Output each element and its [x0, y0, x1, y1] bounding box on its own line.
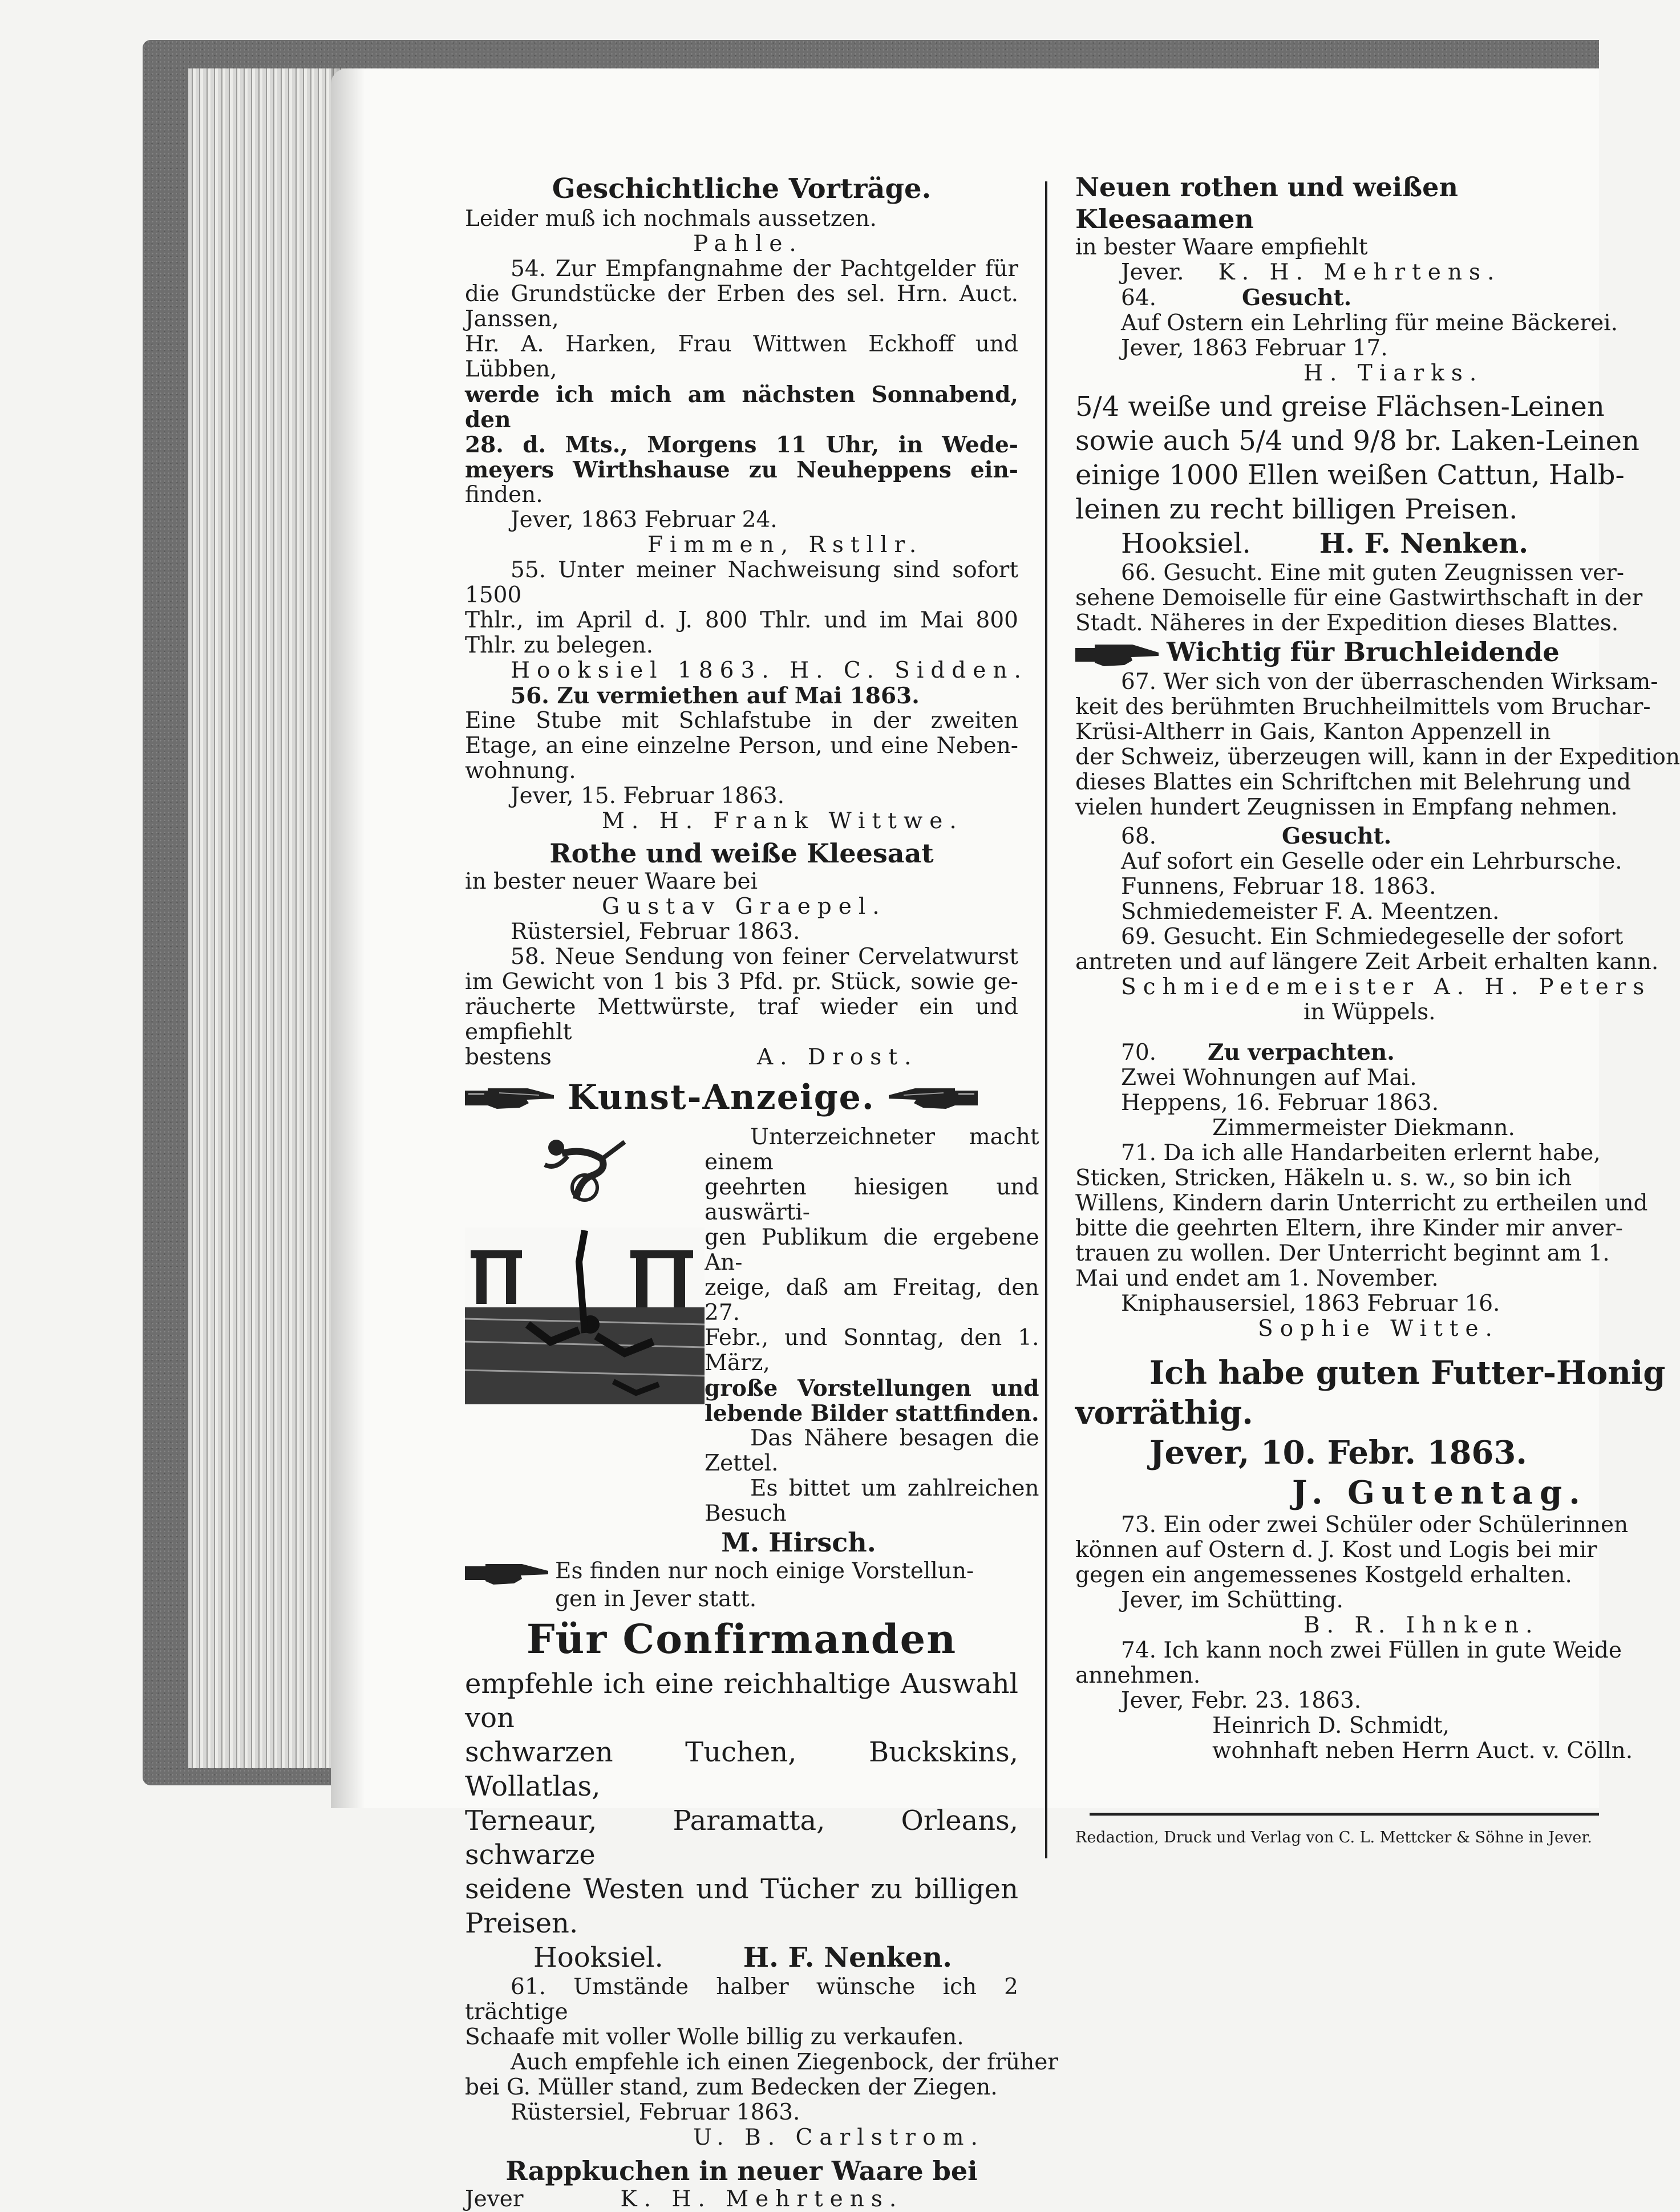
- kunst-anzeige: [465, 1070, 1039, 1612]
- confirmanden-title: Für Confirmanden: [526, 1615, 957, 1663]
- kunst-line: Das Nähere besagen die: [750, 1425, 1039, 1451]
- ad54-line: die Grundstücke der Erben des sel. Hrn. Auct. Janssen,: [465, 281, 1018, 332]
- ad73-line: gegen ein angemessenes Kostgeld erhalten.: [1075, 1562, 1572, 1588]
- ad54-line: finden.: [465, 482, 543, 508]
- ad69-line: 69. Gesucht. Ein Schmiedegeselle der sofort: [1121, 924, 1624, 950]
- ad57-name: Gustav Graepel.: [602, 894, 886, 919]
- kunst-note2: gen in Jever statt.: [555, 1586, 757, 1612]
- ad71-date: Kniphausersiel, 1863 Februar 16.: [1121, 1291, 1500, 1316]
- ad55-line: 55. Unter meiner Nachweisung sind sofort 1500: [465, 557, 1018, 608]
- ad61-line: Schaafe mit voller Wolle billig zu verkaufen.: [465, 2024, 964, 2050]
- leinen-sign: H. F. Nenken.: [1319, 528, 1528, 560]
- confirmanden-sign-row: [465, 1940, 1018, 1975]
- kunst-line: Besuch: [705, 1501, 787, 1526]
- kunst-line: Unterzeichneter macht einem: [705, 1124, 1039, 1175]
- kunst-text: [705, 1125, 1039, 1526]
- klee-place: Jever.: [1121, 260, 1184, 285]
- ad58-sign: A. Drost.: [756, 1044, 918, 1070]
- ad70-sign: Zimmermeister Diekmann.: [1212, 1115, 1515, 1141]
- ad54-line: meyers Wirthshause zu Neuheppens ein-: [465, 457, 1018, 483]
- ad56-title: 56. Zu vermiethen auf Mai 1863.: [511, 683, 920, 709]
- kunst-title-row: [465, 1070, 1018, 1125]
- kunst-line: geehrten hiesigen und auswärti-: [705, 1174, 1039, 1225]
- ad64-head: 64.: [1121, 285, 1157, 311]
- kunst-line: Zettel.: [705, 1451, 779, 1476]
- ad56-sign: M. H. Frank Wittwe.: [602, 808, 964, 834]
- kunst-sign: M. Hirsch.: [721, 1527, 876, 1558]
- ad67-title-row: [1075, 636, 1599, 670]
- ad73-place: Jever, im Schütting.: [1121, 1587, 1343, 1613]
- ad58-line: [465, 1045, 1018, 1070]
- ad-54: [465, 257, 1018, 558]
- flying-acrobat-icon: [522, 1125, 636, 1210]
- klee-sign: K. H. Mehrtens.: [1218, 260, 1501, 285]
- ad58-last: bestens: [465, 1044, 552, 1070]
- ad74-line: annehmen.: [1075, 1663, 1201, 1688]
- ad64-date: Jever, 1863 Februar 17.: [1121, 335, 1388, 361]
- confirmanden-line: schwarzen Tuchen, Buckskins, Wollatlas,: [465, 1736, 1018, 1802]
- ad71-line: Willens, Kindern darin Unterricht zu ertheilen und: [1075, 1190, 1648, 1216]
- ad71-sign: Sophie Witte.: [1258, 1316, 1499, 1342]
- ad-57: [465, 837, 1018, 945]
- ad64-head-row: [1075, 285, 1599, 311]
- ad67-line: der Schweiz, überzeugen will, kann in der Expedition: [1075, 744, 1680, 770]
- geschichtliche-sign: Pahle.: [693, 231, 803, 257]
- ad71-line: Sticken, Stricken, Häkeln u. s. w., so bin ich: [1075, 1165, 1572, 1191]
- rapp-sign-row: [465, 2187, 1018, 2212]
- ad54-date: Jever, 1863 Februar 24.: [511, 507, 778, 533]
- leinen-line: 5/4 weiße und greise Flächsen-Leinen: [1075, 391, 1605, 423]
- ad64-line: Auf Ostern ein Lehrling für meine Bäckerei.: [1121, 310, 1618, 336]
- ad73-sign: B. R. Ihnken.: [1303, 1613, 1540, 1638]
- footer-rule: [1090, 1813, 1599, 1816]
- kunst-line: lebende Bilder stattfinden.: [705, 1400, 1039, 1427]
- ad73-line: können auf Ostern d. J. Kost und Logis bei mir: [1075, 1537, 1597, 1563]
- ad-74: [1075, 1638, 1633, 1764]
- ad68-sign: Schmiedemeister F. A. Meentzen.: [1121, 899, 1500, 925]
- kunst-body: [465, 1124, 1039, 1526]
- ad55-line: Thlr. zu belegen.: [465, 633, 653, 658]
- ad74-sign1: Heinrich D. Schmidt,: [1212, 1713, 1450, 1739]
- ad68-line: Auf sofort ein Geselle oder ein Lehrbursche.: [1121, 849, 1622, 874]
- ad67-line: dieses Blattes ein Schriftchen mit Belehrung und: [1075, 769, 1632, 795]
- ad66-line: sehene Demoiselle für eine Gastwirthschaft in der: [1075, 585, 1643, 611]
- ad66-line: 66. Gesucht. Eine mit guten Zeugnissen ver-: [1121, 560, 1625, 586]
- kunst-note: [465, 1558, 1018, 1587]
- leinen-place: Hooksiel.: [1121, 528, 1251, 560]
- ad54-line: 28. d. Mts., Morgens 11 Uhr, in Wede-: [465, 432, 1018, 458]
- ad67-line: vielen hundert Zeugnissen in Empfang nehmen.: [1075, 795, 1618, 820]
- klee-title: Neuen rothen und weißen Kleesaamen: [1075, 172, 1458, 234]
- ad64-title: Gesucht.: [1242, 285, 1352, 311]
- ad57-date: Rüstersiel, Februar 1863.: [511, 919, 800, 945]
- ad70-head: 70.: [1121, 1040, 1157, 1066]
- ad69-place: in Wüppels.: [1303, 999, 1436, 1025]
- pointing-hand-left-icon: [886, 1080, 978, 1115]
- rapp-sign: K. H. Mehrtens.: [620, 2186, 904, 2212]
- honig-sign: J. Gutentag.: [1292, 1474, 1587, 1512]
- ad61-date: Rüstersiel, Februar 1863.: [511, 2100, 800, 2125]
- right-column: [1075, 171, 1680, 1764]
- klee-line: in bester Waare empfiehlt: [1075, 234, 1368, 260]
- ad67-title: Wichtig für Bruchleidende: [1167, 637, 1560, 667]
- ad54-line: 54. Zur Empfangnahme der Pachtgelder für: [511, 256, 1018, 282]
- kunst-line: zeige, daß am Freitag, den 27.: [705, 1275, 1039, 1326]
- ad74-sign2: wohnhaft neben Herrn Auct. v. Cölln.: [1212, 1738, 1633, 1764]
- ad71-line: 71. Da ich alle Handarbeiten erlernt habe,: [1121, 1140, 1601, 1166]
- acrobat-illustrations: [465, 1125, 705, 1526]
- ad69-sign: Schmiedemeister A. H. Peters: [1121, 974, 1651, 1000]
- pointing-hand-right-icon: [465, 1080, 556, 1115]
- ad69-line: antreten und auf längere Zeit Arbeit erhalten kann.: [1075, 949, 1659, 975]
- ad-66: [1075, 560, 1643, 636]
- ad67-line: Krüsi-Altherr in Gais, Kanton Appenzell in: [1075, 719, 1551, 745]
- left-column: [465, 171, 1058, 2212]
- ad67-line: 67. Wer sich von der überraschenden Wirksam-: [1121, 669, 1658, 695]
- ad-71: [1075, 1140, 1648, 1342]
- ad55-line: Thlr., im April d. J. 800 Thlr. und im Mai 800: [465, 607, 1018, 633]
- honig-date: Jever, 10. Febr. 1863.: [1149, 1434, 1527, 1472]
- ad64-sign: H. Tiarks.: [1303, 360, 1484, 386]
- rapp-title: Rappkuchen in neuer Waare bei: [505, 2156, 978, 2186]
- ad61-line: bei G. Müller stand, zum Bedecken der Ziegen.: [465, 2075, 998, 2100]
- rapp-place: Jever: [465, 2186, 524, 2212]
- ad74-date: Jever, Febr. 23. 1863.: [1121, 1688, 1362, 1713]
- ad54-line: werde ich mich am nächsten Sonnabend, den: [465, 382, 1018, 433]
- ad71-line: Mai und endet am 1. November.: [1075, 1266, 1439, 1291]
- confirmanden-place: Hooksiel.: [533, 1942, 663, 1974]
- ad58-line: räucherte Mettwürste, traf wieder ein und empfiehlt: [465, 994, 1018, 1045]
- ad56-date: Jever, 15. Februar 1863.: [511, 783, 785, 809]
- ad-68: [1075, 823, 1622, 925]
- kunst-line: Febr., und Sonntag, den 1. März,: [705, 1325, 1039, 1376]
- confirmanden-sign: H. F. Nenken.: [743, 1942, 952, 1974]
- ad68-title: Gesucht.: [1282, 823, 1392, 849]
- honig-ad: [1075, 1353, 1666, 1513]
- imprint: Redaction, Druck und Verlag von C. L. Mettcker & Söhne in Jever.: [1075, 1829, 1592, 1846]
- confirmanden-line: Preisen.: [465, 1907, 578, 1939]
- ad-58: [465, 945, 1018, 1070]
- leinen-line: sowie auch 5/4 und 9/8 br. Laken-Leinen: [1075, 425, 1639, 457]
- honig-line1: Ich habe guten Futter-Honig: [1149, 1354, 1666, 1392]
- ad67-line: keit des berühmten Bruchheilmittels vom Bruchar-: [1075, 694, 1651, 720]
- ad61-line: 61. Umstände halber wünsche ich 2 trächtige: [465, 1974, 1018, 2025]
- kunst-title: Kunst-Anzeige.: [568, 1077, 875, 1117]
- leinen-line: einige 1000 Ellen weißen Cattun, Halb-: [1075, 459, 1625, 491]
- ad54-sign: Fimmen, Rstllr.: [647, 532, 924, 558]
- leinen-ad: [1075, 390, 1639, 561]
- ad56-line: Etage, an eine einzelne Person, und eine Neben-: [465, 733, 1018, 759]
- ad-61: [465, 1974, 1058, 2150]
- ad58-line: 58. Neue Sendung von feiner Cervelatwurst: [511, 944, 1018, 970]
- ad66-line: Stadt. Näheres in der Expedition dieses Blattes.: [1075, 610, 1619, 636]
- ad-70: [1075, 1040, 1599, 1141]
- kunst-note1: Es finden nur noch einige Vorstellun-: [555, 1558, 974, 1584]
- ad-73: [1075, 1512, 1629, 1638]
- pointing-hand-icon: [1075, 639, 1161, 670]
- ad54-line: Hr. A. Harken, Frau Wittwen Eckhoff und Lübben,: [465, 331, 1018, 382]
- ad58-line: im Gewicht von 1 bis 3 Pfd. pr. Stück, sowie ge-: [465, 969, 1018, 995]
- ad71-line: bitte die geehrten Eltern, ihre Kinder mir anver-: [1075, 1216, 1623, 1241]
- rapp-ad: [465, 2155, 1018, 2212]
- confirmanden-line: empfehle ich eine reichhaltige Auswahl von: [465, 1668, 1018, 1734]
- ad56-line: wohnung.: [465, 758, 576, 784]
- confirmanden-line: seidene Westen und Tücher zu billigen: [465, 1873, 1018, 1905]
- ad68-date: Funnens, Februar 18. 1863.: [1121, 874, 1436, 900]
- ad-69: [1075, 924, 1659, 1025]
- klee-ad: [1075, 171, 1599, 285]
- leinen-sign-row: [1075, 526, 1599, 561]
- klee-sign-row: [1075, 260, 1599, 285]
- ad57-line: in bester neuer Waare bei: [465, 869, 758, 894]
- leinen-line: leinen zu recht billigen Preisen.: [1075, 493, 1518, 525]
- stage-acrobat-icon: [465, 1227, 705, 1404]
- ad70-head-row: [1075, 1040, 1599, 1066]
- ad70-date: Heppens, 16. Februar 1863.: [1121, 1090, 1439, 1116]
- ad71-line: trauen zu wollen. Der Unterricht beginnt am 1.: [1075, 1241, 1610, 1266]
- ad56-line: Eine Stube mit Schlafstube in der zweiten: [465, 708, 1018, 734]
- ad-55: [465, 557, 1028, 683]
- pointing-hand-icon: [465, 1558, 550, 1587]
- geschichtliche-text: Leider muß ich nochmals aussetzen.: [465, 206, 877, 232]
- ad-67: [1075, 636, 1680, 820]
- kunst-line: gen Publikum die ergebene An-: [705, 1225, 1039, 1275]
- ad68-head-row: [1075, 824, 1599, 849]
- ad-64: [1075, 285, 1618, 386]
- ad61-sign: U. B. Carlstrom.: [693, 2125, 985, 2150]
- ad57-title: Rothe und weiße Kleesaat: [549, 838, 934, 869]
- ad74-line: 74. Ich kann noch zwei Füllen in gute Weide: [1121, 1638, 1622, 1663]
- confirmanden-line: Terneaur, Paramatta, Orleans, schwarze: [465, 1805, 1018, 1871]
- ad-56: [465, 683, 1018, 834]
- ad70-line: Zwei Wohnungen auf Mai.: [1121, 1065, 1417, 1091]
- honig-line2: vorräthig.: [1075, 1394, 1253, 1432]
- ad61-line: Auch empfehle ich einen Ziegenbock, der früher: [511, 2049, 1058, 2075]
- column-rule: [1045, 181, 1047, 1858]
- gutter-shadow: [331, 68, 365, 1808]
- geschichtliche-title: Geschichtliche Vorträge.: [552, 173, 932, 205]
- confirmanden-ad: [465, 1612, 1018, 1975]
- ad70-title: Zu verpachten.: [1208, 1039, 1395, 1066]
- ad55-sign: Hooksiel 1863. H. C. Sidden.: [511, 658, 1028, 683]
- kunst-line: große Vorstellungen und: [705, 1375, 1039, 1401]
- ad68-head: 68.: [1121, 824, 1157, 849]
- kunst-line: Es bittet um zahlreichen: [750, 1476, 1039, 1501]
- ad73-line: 73. Ein oder zwei Schüler oder Schülerinnen: [1121, 1512, 1629, 1538]
